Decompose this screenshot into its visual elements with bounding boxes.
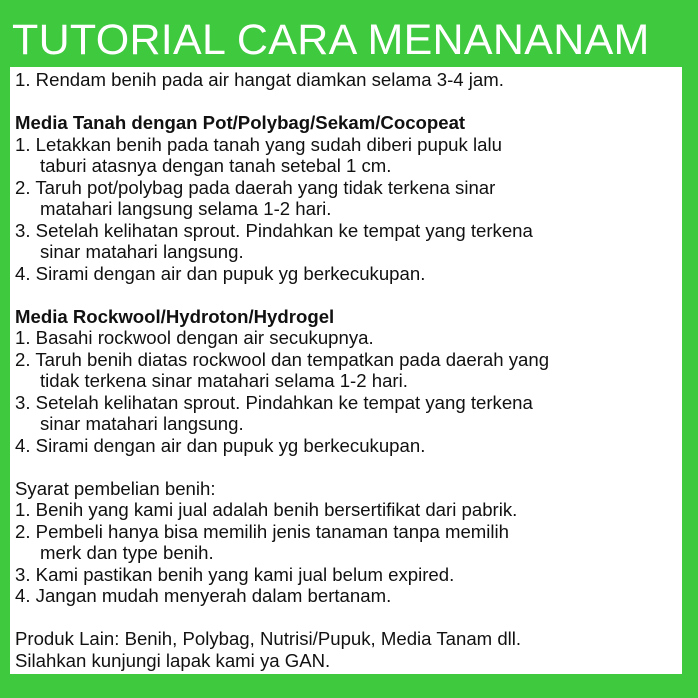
tanah-step-1-cont: taburi atasnya dengan tanah setebal 1 cm.: [40, 155, 392, 176]
rockwool-step-4: 4. Sirami dengan air dan pupuk yg berkecukupan.: [15, 434, 426, 456]
tanah-step-2-cont: matahari langsung selama 1-2 hari.: [40, 198, 332, 219]
rockwool-step-1: 1. Basahi rockwool dengan air secukupnya.: [15, 327, 374, 348]
syarat-item-2: 2. Pembeli hanya bisa memilih jenis tanaman tanpa memilih: [15, 520, 510, 542]
tanah-step-2: 2. Taruh pot/polybag pada daerah yang tidak terkena sinar: [15, 176, 496, 198]
rockwool-step-2-cont: tidak terkena sinar matahari selama 1-2 hari.: [40, 370, 408, 391]
rockwool-step-3: 3. Setelah kelihatan sprout. Pindahkan ke tempat yang terkena: [15, 391, 533, 413]
tutorial-text: [10, 67, 682, 671]
tanah-step-3-cont: sinar matahari langsung.: [40, 241, 244, 262]
syarat-heading: Syarat pembelian benih:: [15, 477, 216, 499]
tanah-step-4: 4. Sirami dengan air dan pupuk yg berkecukupan.: [15, 262, 426, 284]
tanah-step-1: 1. Letakkan benih pada tanah yang sudah diberi pupuk lalu: [15, 133, 502, 155]
spacer: [15, 607, 682, 629]
syarat-item-4: 4. Jangan mudah menyerah dalam bertanam.: [15, 585, 392, 606]
rockwool-heading: Media Rockwool/Hydroton/Hydrogel: [15, 305, 335, 327]
spacer: [15, 91, 682, 113]
footer-products: Produk Lain: Benih, Polybag, Nutrisi/Pupuk, Media Tanam dll.: [15, 628, 522, 649]
syarat-item-3: 3. Kami pastikan benih yang kami jual belum expired.: [15, 563, 455, 585]
intro-step: 1. Rendam benih pada air hangat diamkan selama 3-4 jam.: [15, 69, 504, 90]
spacer: [15, 284, 682, 306]
rockwool-step-3-cont: sinar matahari langsung.: [40, 413, 244, 434]
tanah-heading: Media Tanah dengan Pot/Polybag/Sekam/Cocopeat: [15, 112, 466, 133]
rockwool-step-2: 2. Taruh benih diatas rockwool dan tempatkan pada daerah yang: [15, 348, 550, 370]
syarat-item-2-cont: merk dan type benih.: [40, 542, 214, 563]
tanah-step-3: 3. Setelah kelihatan sprout. Pindahkan ke tempat yang terkena: [15, 219, 533, 241]
spacer: [15, 456, 682, 478]
content-panel: [10, 67, 682, 674]
footer-visit: Silahkan kunjungi lapak kami ya GAN.: [15, 649, 331, 671]
page-title: TUTORIAL CARA MENANANAM: [12, 16, 650, 64]
syarat-item-1: 1. Benih yang kami jual adalah benih bersertifikat dari pabrik.: [15, 499, 518, 520]
